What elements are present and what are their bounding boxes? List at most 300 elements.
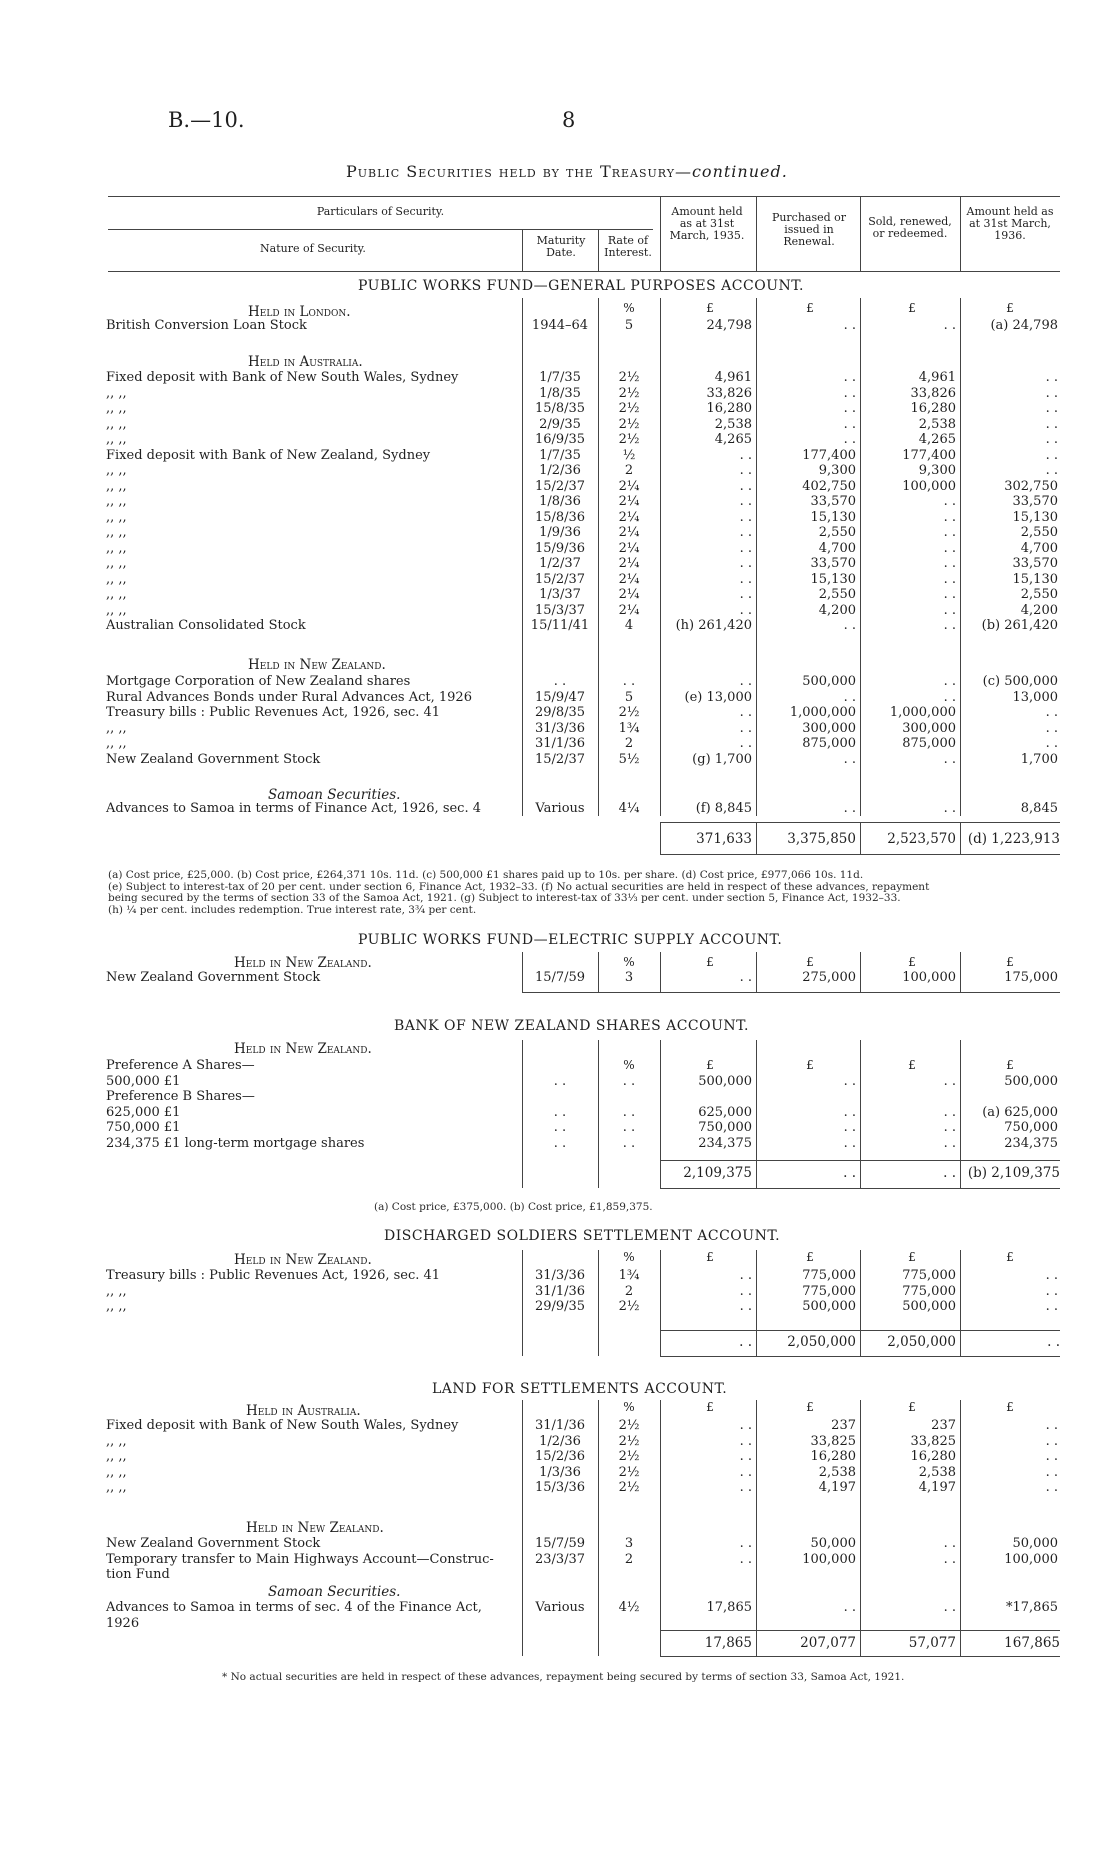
cell-h36: . . bbox=[1045, 1449, 1058, 1464]
cell-sold: 775,000 bbox=[902, 1283, 956, 1299]
cell-h35: . . bbox=[739, 525, 752, 540]
cell-sold: 4,265 bbox=[918, 432, 956, 447]
cell-pur bbox=[756, 1058, 860, 1074]
cell-pur: 15,130 bbox=[810, 571, 856, 587]
cell-h36: 302,750 bbox=[1004, 478, 1058, 494]
cell-nature: 625,000 £1 bbox=[106, 1104, 181, 1120]
cell-maturity: 15/8/35 bbox=[534, 401, 586, 416]
cell-pur: . . bbox=[843, 370, 856, 385]
cell-pur: 4,197 bbox=[818, 1480, 856, 1495]
cell-nature: ,, ,, bbox=[106, 525, 127, 540]
cell-maturity: 1/9/36 bbox=[539, 525, 581, 540]
cell-h36: 13,000 bbox=[1012, 689, 1058, 705]
table-row bbox=[106, 541, 1062, 557]
cell-h35: 16,280 bbox=[706, 401, 752, 416]
cell-rate: 2¼ bbox=[618, 494, 640, 509]
cell-sold: . . bbox=[943, 556, 956, 571]
held-in-new-zealand: Held in New Zealand. bbox=[234, 955, 372, 971]
cell-h36: . . bbox=[1045, 1299, 1058, 1314]
cell-sold: . . bbox=[943, 509, 956, 525]
cell-sold: 300,000 bbox=[902, 720, 956, 736]
cell-h36: 50,000 bbox=[1012, 1536, 1058, 1551]
cell-maturity: 1/8/35 bbox=[539, 385, 581, 401]
cell-sold: 16,280 bbox=[910, 401, 956, 416]
cell-rate: 2 bbox=[624, 1283, 634, 1299]
col-rate: Rate of Interest. bbox=[604, 234, 652, 259]
cell-h36: 500,000 bbox=[1004, 1073, 1058, 1089]
cell-sold: 100,000 bbox=[902, 478, 956, 494]
cell-rate: 2¼ bbox=[618, 509, 640, 525]
cell-sold: . . bbox=[943, 1551, 956, 1567]
cell-h36: 1,700 bbox=[1020, 751, 1058, 767]
pwf-general-london-table bbox=[106, 318, 1062, 334]
cell-sold: 177,400 bbox=[902, 447, 956, 463]
cell-sold: . . bbox=[943, 751, 956, 767]
cell-maturity: 1/3/37 bbox=[539, 587, 581, 602]
cell-pur: . . bbox=[843, 618, 856, 633]
cell-h35: 500,000 bbox=[698, 1073, 752, 1089]
table-row bbox=[106, 556, 1062, 572]
footnote-line: (h) ¼ per cent. includes redemption. True interest rate, 3¾ per cent. bbox=[108, 903, 477, 916]
cell-sold: 100,000 bbox=[902, 970, 956, 985]
cell-pur: . . bbox=[843, 318, 856, 333]
table-row bbox=[106, 448, 1062, 464]
pound-symbol: £ bbox=[706, 955, 714, 969]
cell-pur: . . bbox=[843, 1600, 856, 1615]
cell-nature: Preference A Shares— bbox=[106, 1058, 255, 1073]
cell-pur: . . bbox=[843, 1120, 856, 1135]
cell-h35: 4,265 bbox=[714, 432, 752, 447]
pwf-general-samoa-table bbox=[106, 801, 1062, 817]
samoan-securities-label: Samoan Securities. bbox=[268, 787, 401, 803]
cell-h35: . . bbox=[739, 1536, 752, 1551]
cell-h35: . . bbox=[739, 736, 752, 751]
land-footnote: * No actual securities are held in respect of these advances, repayment being secured by terms of section 33, Samoa Act, 1921. bbox=[222, 1671, 905, 1683]
land-samoa-table bbox=[106, 1600, 1062, 1631]
table-row bbox=[106, 479, 1062, 495]
pound-symbol: £ bbox=[908, 955, 916, 969]
samoan-securities-label: Samoan Securities. bbox=[268, 1584, 401, 1600]
cell-sold: 237 bbox=[931, 1418, 956, 1433]
cell-nature: ,, ,, bbox=[106, 1433, 127, 1449]
table-row bbox=[106, 572, 1062, 588]
cell-rate: 5 bbox=[624, 689, 634, 705]
table-row bbox=[106, 1465, 1062, 1481]
cell-h35: . . bbox=[739, 447, 752, 463]
cell-h36: 2,550 bbox=[1020, 587, 1058, 602]
cell-h35: 4,961 bbox=[714, 370, 752, 385]
cell-h36: . . bbox=[1045, 463, 1058, 478]
pct-symbol: % bbox=[623, 955, 635, 969]
cell-h36: . . bbox=[1045, 370, 1058, 385]
cell-sold: 33,825 bbox=[910, 1433, 956, 1449]
cell-rate: 2½ bbox=[618, 432, 640, 447]
cell-nature: ,, ,, bbox=[106, 401, 127, 416]
cell-pur: 237 bbox=[831, 1418, 856, 1433]
page-reference: B.—10. bbox=[168, 108, 245, 132]
cell-pur: 2,550 bbox=[818, 525, 856, 540]
held-in-london: Held in London. bbox=[248, 304, 351, 320]
cell-maturity: 1/2/36 bbox=[539, 463, 581, 478]
cell-nature: New Zealand Government Stock bbox=[106, 970, 321, 985]
cell-sold: . . bbox=[943, 1600, 956, 1615]
cell-sold: . . bbox=[943, 1120, 956, 1135]
held-in-new-zealand: Held in New Zealand. bbox=[246, 1520, 384, 1536]
pound-symbol: £ bbox=[806, 955, 814, 969]
cell-pur: 50,000 bbox=[810, 1536, 856, 1551]
cell-h36: 33,570 bbox=[1012, 494, 1058, 509]
cell-maturity bbox=[522, 1567, 598, 1583]
table-row bbox=[106, 1268, 1062, 1284]
bank-nz-table bbox=[106, 1058, 1062, 1151]
cell-rate bbox=[598, 1616, 660, 1632]
cell-h35: (h) 261,420 bbox=[675, 618, 752, 633]
cell-sold bbox=[860, 1616, 960, 1632]
cell-maturity: 15/7/59 bbox=[534, 970, 586, 985]
cell-sold: 500,000 bbox=[902, 1299, 956, 1314]
cell-h35: 2,538 bbox=[714, 416, 752, 432]
cell-h35: 625,000 bbox=[698, 1104, 752, 1120]
cell-maturity: 15/2/36 bbox=[534, 1449, 586, 1464]
cell-nature: Mortgage Corporation of New Zealand shares bbox=[106, 674, 411, 689]
cell-nature: British Conversion Loan Stock bbox=[106, 318, 307, 333]
cell-rate: 2½ bbox=[618, 1299, 640, 1314]
cell-sold: 1,000,000 bbox=[889, 705, 956, 720]
cell-maturity: 15/3/37 bbox=[534, 602, 586, 618]
cell-h35: . . bbox=[739, 494, 752, 509]
cell-nature: Temporary transfer to Main Highways Account—Construc- bbox=[106, 1551, 494, 1567]
cell-h36: 750,000 bbox=[1004, 1120, 1058, 1135]
table-row bbox=[106, 318, 1062, 334]
cell-rate: . . bbox=[622, 1073, 636, 1089]
held-in-new-zealand: Held in New Zealand. bbox=[234, 1252, 372, 1268]
pound-symbol: £ bbox=[806, 1250, 814, 1264]
pwf-general-total-purchased: 3,375,850 bbox=[787, 831, 856, 847]
page-number: 8 bbox=[562, 108, 576, 132]
cell-maturity bbox=[522, 1089, 598, 1105]
cell-maturity: 15/2/37 bbox=[534, 478, 586, 494]
cell-nature: tion Fund bbox=[106, 1567, 170, 1582]
cell-sold: . . bbox=[943, 494, 956, 509]
section-title-bank-nz: BANK OF NEW ZEALAND SHARES ACCOUNT. bbox=[394, 1018, 749, 1034]
cell-rate: 2½ bbox=[618, 1449, 640, 1464]
cell-sold: . . bbox=[943, 587, 956, 602]
pound-symbol: £ bbox=[706, 1058, 714, 1072]
cell-sold: . . bbox=[943, 1073, 956, 1089]
cell-pur: 4,200 bbox=[818, 602, 856, 618]
cell-rate: 3 bbox=[624, 970, 634, 985]
cell-h36: . . bbox=[1045, 401, 1058, 416]
cell-maturity: 15/8/36 bbox=[534, 509, 586, 525]
cell-h35 bbox=[660, 1616, 756, 1632]
cell-h35: . . bbox=[739, 478, 752, 494]
cell-pur: 177,400 bbox=[802, 447, 856, 463]
cell-maturity: 1944–64 bbox=[531, 318, 589, 333]
cell-nature: ,, ,, bbox=[106, 720, 127, 736]
table-row bbox=[106, 1552, 1062, 1568]
cell-h35: (e) 13,000 bbox=[684, 689, 752, 705]
cell-maturity: . . bbox=[553, 1135, 567, 1151]
cell-h36: 234,375 bbox=[1004, 1135, 1058, 1151]
table-row bbox=[106, 417, 1062, 433]
table-row bbox=[106, 618, 1062, 634]
table-row bbox=[106, 587, 1062, 603]
pwf-general-total-1936: (d) 1,223,913 bbox=[967, 831, 1060, 847]
cell-rate: 2½ bbox=[618, 1480, 640, 1495]
table-row bbox=[106, 1058, 1062, 1074]
pwf-general-nz-table bbox=[106, 674, 1062, 767]
cell-h36: 2,550 bbox=[1020, 525, 1058, 540]
cell-rate: 2½ bbox=[618, 705, 640, 720]
cell-pur: . . bbox=[843, 801, 856, 816]
cell-sold: . . bbox=[943, 618, 956, 633]
cell-nature: ,, ,, bbox=[106, 556, 127, 571]
table-row bbox=[106, 510, 1062, 526]
cell-sold: . . bbox=[943, 689, 956, 705]
table-row bbox=[106, 705, 1062, 721]
table-row bbox=[106, 1299, 1062, 1315]
cell-nature: ,, ,, bbox=[106, 509, 127, 525]
cell-maturity: 15/9/47 bbox=[534, 689, 586, 705]
soldiers-total-1936: . . bbox=[1047, 1334, 1060, 1350]
cell-rate: 2 bbox=[624, 463, 634, 478]
cell-pur bbox=[756, 1616, 860, 1632]
cell-h35: 17,865 bbox=[706, 1600, 752, 1615]
cell-rate: . . bbox=[622, 1135, 636, 1151]
cell-pur: 15,130 bbox=[810, 509, 856, 525]
cell-sold bbox=[860, 1058, 960, 1074]
cell-sold: 875,000 bbox=[902, 736, 956, 751]
cell-rate: . . bbox=[622, 674, 636, 689]
cell-h36: 4,700 bbox=[1020, 540, 1058, 556]
cell-h35 bbox=[660, 1567, 756, 1583]
col-purchased: Purchased or issued in Renewal. bbox=[771, 211, 847, 248]
table-row bbox=[106, 1120, 1062, 1136]
cell-maturity: . . bbox=[553, 1120, 567, 1135]
cell-nature: ,, ,, bbox=[106, 1449, 127, 1464]
page-title bbox=[346, 162, 788, 181]
cell-h36: 8,845 bbox=[1020, 801, 1058, 816]
cell-sold: . . bbox=[943, 540, 956, 556]
cell-h35: (g) 1,700 bbox=[692, 751, 752, 767]
section-title-soldiers: DISCHARGED SOLDIERS SETTLEMENT ACCOUNT. bbox=[384, 1228, 781, 1244]
pound-symbol: £ bbox=[806, 1400, 814, 1414]
table-row bbox=[106, 1449, 1062, 1465]
col-sold: Sold, renewed, or redeemed. bbox=[868, 215, 952, 240]
cell-h35: . . bbox=[739, 1283, 752, 1299]
pound-symbol: £ bbox=[1006, 1058, 1014, 1072]
table-row bbox=[106, 1480, 1062, 1496]
cell-h35: . . bbox=[739, 587, 752, 602]
cell-pur: 300,000 bbox=[802, 720, 856, 736]
pwf-electric-table bbox=[106, 970, 1062, 986]
cell-maturity bbox=[522, 1058, 598, 1074]
table-row bbox=[106, 1284, 1062, 1300]
cell-nature: Preference B Shares— bbox=[106, 1089, 255, 1104]
land-total-purchased: 207,077 bbox=[800, 1635, 856, 1651]
cell-pur: . . bbox=[843, 1135, 856, 1151]
cell-sold: . . bbox=[943, 801, 956, 816]
cell-h36: . . bbox=[1045, 1283, 1058, 1299]
cell-maturity: . . bbox=[553, 1104, 567, 1120]
cell-h36 bbox=[960, 1089, 1062, 1105]
cell-rate: 4 bbox=[624, 618, 634, 633]
table-row bbox=[106, 432, 1062, 448]
cell-pur: 33,570 bbox=[810, 494, 856, 509]
footnote-line: (a) Cost price, £25,000. (b) Cost price, £264,371 10s. 11d. (c) 500,000 £1 shares paid up to 10s. per share. (d) Cost price, £977,066 10s. 11d. bbox=[108, 869, 864, 881]
cell-maturity: 29/9/35 bbox=[534, 1299, 586, 1314]
cell-h35: . . bbox=[739, 1268, 752, 1283]
cell-h35: . . bbox=[739, 705, 752, 720]
cell-h35: . . bbox=[739, 1299, 752, 1314]
cell-nature: 234,375 £1 long-term mortgage shares bbox=[106, 1135, 365, 1151]
cell-nature: New Zealand Government Stock bbox=[106, 1536, 321, 1551]
cell-rate: 2¼ bbox=[618, 602, 640, 618]
cell-h35: (f) 8,845 bbox=[695, 801, 752, 816]
cell-maturity: 1/8/36 bbox=[539, 494, 581, 509]
cell-nature: 500,000 £1 bbox=[106, 1073, 181, 1089]
cell-pur bbox=[756, 1567, 860, 1583]
cell-rate bbox=[598, 1058, 660, 1074]
cell-maturity: 15/2/37 bbox=[534, 571, 586, 587]
table-row bbox=[106, 1074, 1062, 1090]
cell-h36: . . bbox=[1045, 1268, 1058, 1283]
cell-pur: 16,280 bbox=[810, 1449, 856, 1464]
col-maturity: Maturity Date. bbox=[536, 234, 586, 259]
cell-h36: . . bbox=[1045, 720, 1058, 736]
cell-h35: . . bbox=[739, 970, 752, 985]
cell-nature: ,, ,, bbox=[106, 385, 127, 401]
cell-sold: 4,197 bbox=[918, 1480, 956, 1495]
section-title-pwf-general: PUBLIC WORKS FUND—GENERAL PURPOSES ACCOUNT. bbox=[358, 278, 804, 294]
section-title-land: LAND FOR SETTLEMENTS ACCOUNT. bbox=[432, 1381, 728, 1397]
table-row bbox=[106, 370, 1062, 386]
cell-pur: 33,825 bbox=[810, 1433, 856, 1449]
land-total-1936: 167,865 bbox=[1004, 1635, 1060, 1651]
cell-nature: Fixed deposit with Bank of New Zealand, Sydney bbox=[106, 447, 431, 463]
cell-h35: . . bbox=[739, 1551, 752, 1567]
cell-h36: (c) 500,000 bbox=[982, 674, 1058, 689]
cell-pur: . . bbox=[843, 432, 856, 447]
table-row bbox=[106, 1536, 1062, 1552]
cell-rate: 2½ bbox=[618, 370, 640, 385]
bank-nz-total-purchased: . . bbox=[843, 1165, 856, 1181]
cell-pur: 1,000,000 bbox=[789, 705, 856, 720]
cell-rate: 1¾ bbox=[618, 1268, 640, 1283]
cell-rate: 4¼ bbox=[618, 801, 640, 816]
cell-pur: 4,700 bbox=[818, 540, 856, 556]
cell-h36: . . bbox=[1045, 705, 1058, 720]
cell-pur: . . bbox=[843, 1104, 856, 1120]
cell-pur: 9,300 bbox=[818, 463, 856, 478]
cell-maturity: 2/9/35 bbox=[539, 416, 581, 432]
cell-h36: 4,200 bbox=[1020, 602, 1058, 618]
table-row bbox=[106, 1418, 1062, 1434]
held-in-new-zealand: Held in New Zealand. bbox=[234, 1041, 372, 1057]
held-in-new-zealand: Held in New Zealand. bbox=[248, 657, 386, 673]
pound-symbol: £ bbox=[806, 301, 814, 315]
cell-h36: . . bbox=[1045, 385, 1058, 401]
cell-pur: . . bbox=[843, 689, 856, 705]
land-total-sold: 57,077 bbox=[908, 1635, 956, 1651]
cell-h36: . . bbox=[1045, 736, 1058, 751]
cell-h35: 234,375 bbox=[698, 1135, 752, 1151]
table-row bbox=[106, 463, 1062, 479]
cell-maturity: . . bbox=[553, 674, 567, 689]
cell-rate: 2½ bbox=[618, 385, 640, 401]
soldiers-total-sold: 2,050,000 bbox=[887, 1334, 956, 1350]
soldiers-total-1935: . . bbox=[739, 1334, 752, 1350]
pwf-general-total-sold: 2,523,570 bbox=[887, 831, 956, 847]
cell-h36: . . bbox=[1045, 1480, 1058, 1495]
bank-nz-total-sold: . . bbox=[943, 1165, 956, 1181]
soldiers-table bbox=[106, 1268, 1062, 1315]
cell-nature: ,, ,, bbox=[106, 1480, 127, 1495]
cell-pur: 500,000 bbox=[802, 674, 856, 689]
cell-maturity: 15/7/59 bbox=[534, 1536, 586, 1551]
cell-pur: 500,000 bbox=[802, 1299, 856, 1314]
table-row bbox=[106, 1616, 1062, 1632]
table-row bbox=[106, 1089, 1062, 1105]
col-held-1935: Amount held as at 31st March, 1935. bbox=[669, 205, 745, 242]
cell-h35: . . bbox=[739, 720, 752, 736]
cell-sold: 4,961 bbox=[918, 370, 956, 385]
cell-maturity: 31/1/36 bbox=[534, 736, 586, 751]
cell-nature: ,, ,, bbox=[106, 540, 127, 556]
cell-h35 bbox=[660, 1089, 756, 1105]
cell-pur: 875,000 bbox=[802, 736, 856, 751]
cell-maturity: 31/3/36 bbox=[534, 720, 586, 736]
cell-nature: Fixed deposit with Bank of New South Wales, Sydney bbox=[106, 370, 459, 385]
cell-h35: . . bbox=[739, 509, 752, 525]
cell-nature: ,, ,, bbox=[106, 478, 127, 494]
cell-h35: . . bbox=[739, 1480, 752, 1495]
table-row bbox=[106, 970, 1062, 986]
cell-h36: *17,865 bbox=[1006, 1600, 1058, 1615]
cell-h36: 100,000 bbox=[1004, 1551, 1058, 1567]
cell-nature: Treasury bills : Public Revenues Act, 1926, sec. 41 bbox=[106, 705, 441, 720]
pound-symbol: £ bbox=[706, 1250, 714, 1264]
cell-nature: ,, ,, bbox=[106, 736, 127, 751]
cell-pur: 775,000 bbox=[802, 1283, 856, 1299]
cell-nature: Advances to Samoa in terms of Finance Act, 1926, sec. 4 bbox=[106, 801, 481, 816]
pwf-general-australia-table bbox=[106, 370, 1062, 634]
cell-nature: ,, ,, bbox=[106, 602, 127, 618]
cell-maturity: 1/7/35 bbox=[539, 447, 581, 463]
cell-maturity: 31/1/36 bbox=[534, 1283, 586, 1299]
table-row bbox=[106, 752, 1062, 768]
land-australia-table bbox=[106, 1418, 1062, 1496]
cell-maturity: 15/9/36 bbox=[534, 540, 586, 556]
cell-pur: 2,538 bbox=[818, 1464, 856, 1480]
pwf-general-total-1935: 371,633 bbox=[696, 831, 752, 847]
cell-h36: 33,570 bbox=[1012, 556, 1058, 571]
cell-pur: . . bbox=[843, 1073, 856, 1089]
cell-nature: 1926 bbox=[106, 1615, 140, 1631]
cell-sold: . . bbox=[943, 602, 956, 618]
cell-h36 bbox=[960, 1567, 1062, 1583]
table-row bbox=[106, 1567, 1062, 1583]
cell-rate: 2½ bbox=[618, 416, 640, 432]
cell-nature: ,, ,, bbox=[106, 587, 127, 602]
cell-nature: Advances to Samoa in terms of sec. 4 of the Finance Act, bbox=[106, 1600, 482, 1615]
cell-h35: . . bbox=[739, 602, 752, 618]
cell-pur: . . bbox=[843, 401, 856, 416]
footnote-line: (e) Subject to interest-tax of 20 per cent. under section 6, Finance Act, 1932–33. (f) No actual securities are held in respect of these advances, repayment bbox=[108, 880, 930, 893]
cell-maturity: 23/3/37 bbox=[534, 1551, 586, 1567]
pound-symbol: £ bbox=[706, 301, 714, 315]
cell-h36: . . bbox=[1045, 447, 1058, 463]
